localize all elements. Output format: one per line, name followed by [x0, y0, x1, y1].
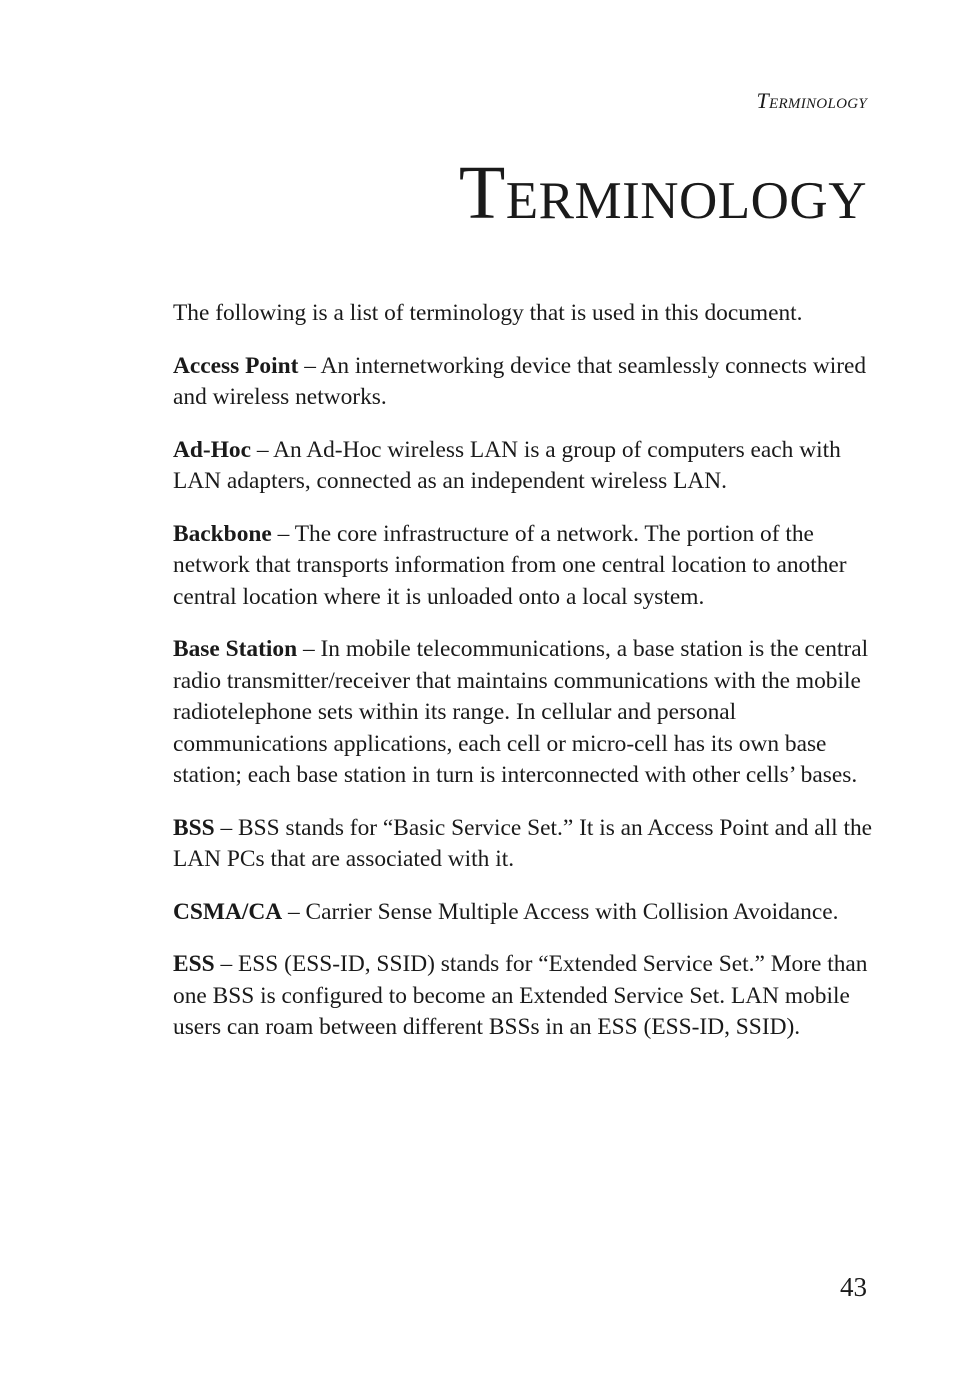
glossary-term: BSS [173, 814, 215, 841]
glossary-definition: – Carrier Sense Multiple Access with Collision Avoidance. [282, 898, 839, 925]
glossary-entry-base-station [173, 634, 873, 792]
glossary-definition: – An internetworking device that seamlessly connects wired and wireless networks. [173, 352, 867, 410]
glossary-definition: – The core infrastructure of a network. The portion of the network that transports information from one central location to another central location where it is unloaded onto a local system. [173, 520, 847, 610]
page-number: 43 [840, 1272, 867, 1302]
page-title: Terminology [458, 151, 867, 235]
glossary-entry-ad-hoc [173, 435, 873, 498]
glossary-term: ESS [173, 951, 215, 977]
glossary-term: Base Station [173, 636, 298, 662]
glossary-term: Backbone [173, 520, 272, 547]
glossary-term: Ad-Hoc [173, 436, 251, 463]
glossary-term: CSMA/CA [173, 898, 283, 925]
glossary-definition: – In mobile telecommunications, a base station is the central radio transmitter/receiver that maintains communications with the mobile radiotelephone sets within its range. In cellular and personal communications applications, each cell or micro-cell has its own base station; each base station in turn is interconnected with other cells’ bases. [173, 636, 869, 788]
glossary-term: Access Point [173, 352, 299, 379]
glossary-entry-backbone [173, 519, 873, 614]
intro-paragraph: The following is a list of terminology that is used in this document. [173, 300, 803, 326]
glossary-entry-csma-ca [173, 897, 873, 929]
glossary-definition: – BSS stands for “Basic Service Set.” It is an Access Point and all the LAN PCs that are associated with it. [173, 814, 873, 872]
body-text [173, 298, 873, 1065]
glossary-definition: – An Ad-Hoc wireless LAN is a group of computers each with LAN adapters, connected as an independent wireless LAN. [173, 436, 841, 494]
running-header: Terminology [756, 88, 867, 113]
glossary-entry-access-point [173, 351, 873, 414]
glossary-entry-bss [173, 813, 873, 876]
glossary-definition: – ESS (ESS-ID, SSID) stands for “Extended Service Set.” More than one BSS is configured to become an Extended Service Set. LAN mobile users can roam between different BSSs in an ESS (ESS-ID, SSID). [173, 951, 868, 1040]
glossary-entry-ess [173, 949, 873, 1044]
